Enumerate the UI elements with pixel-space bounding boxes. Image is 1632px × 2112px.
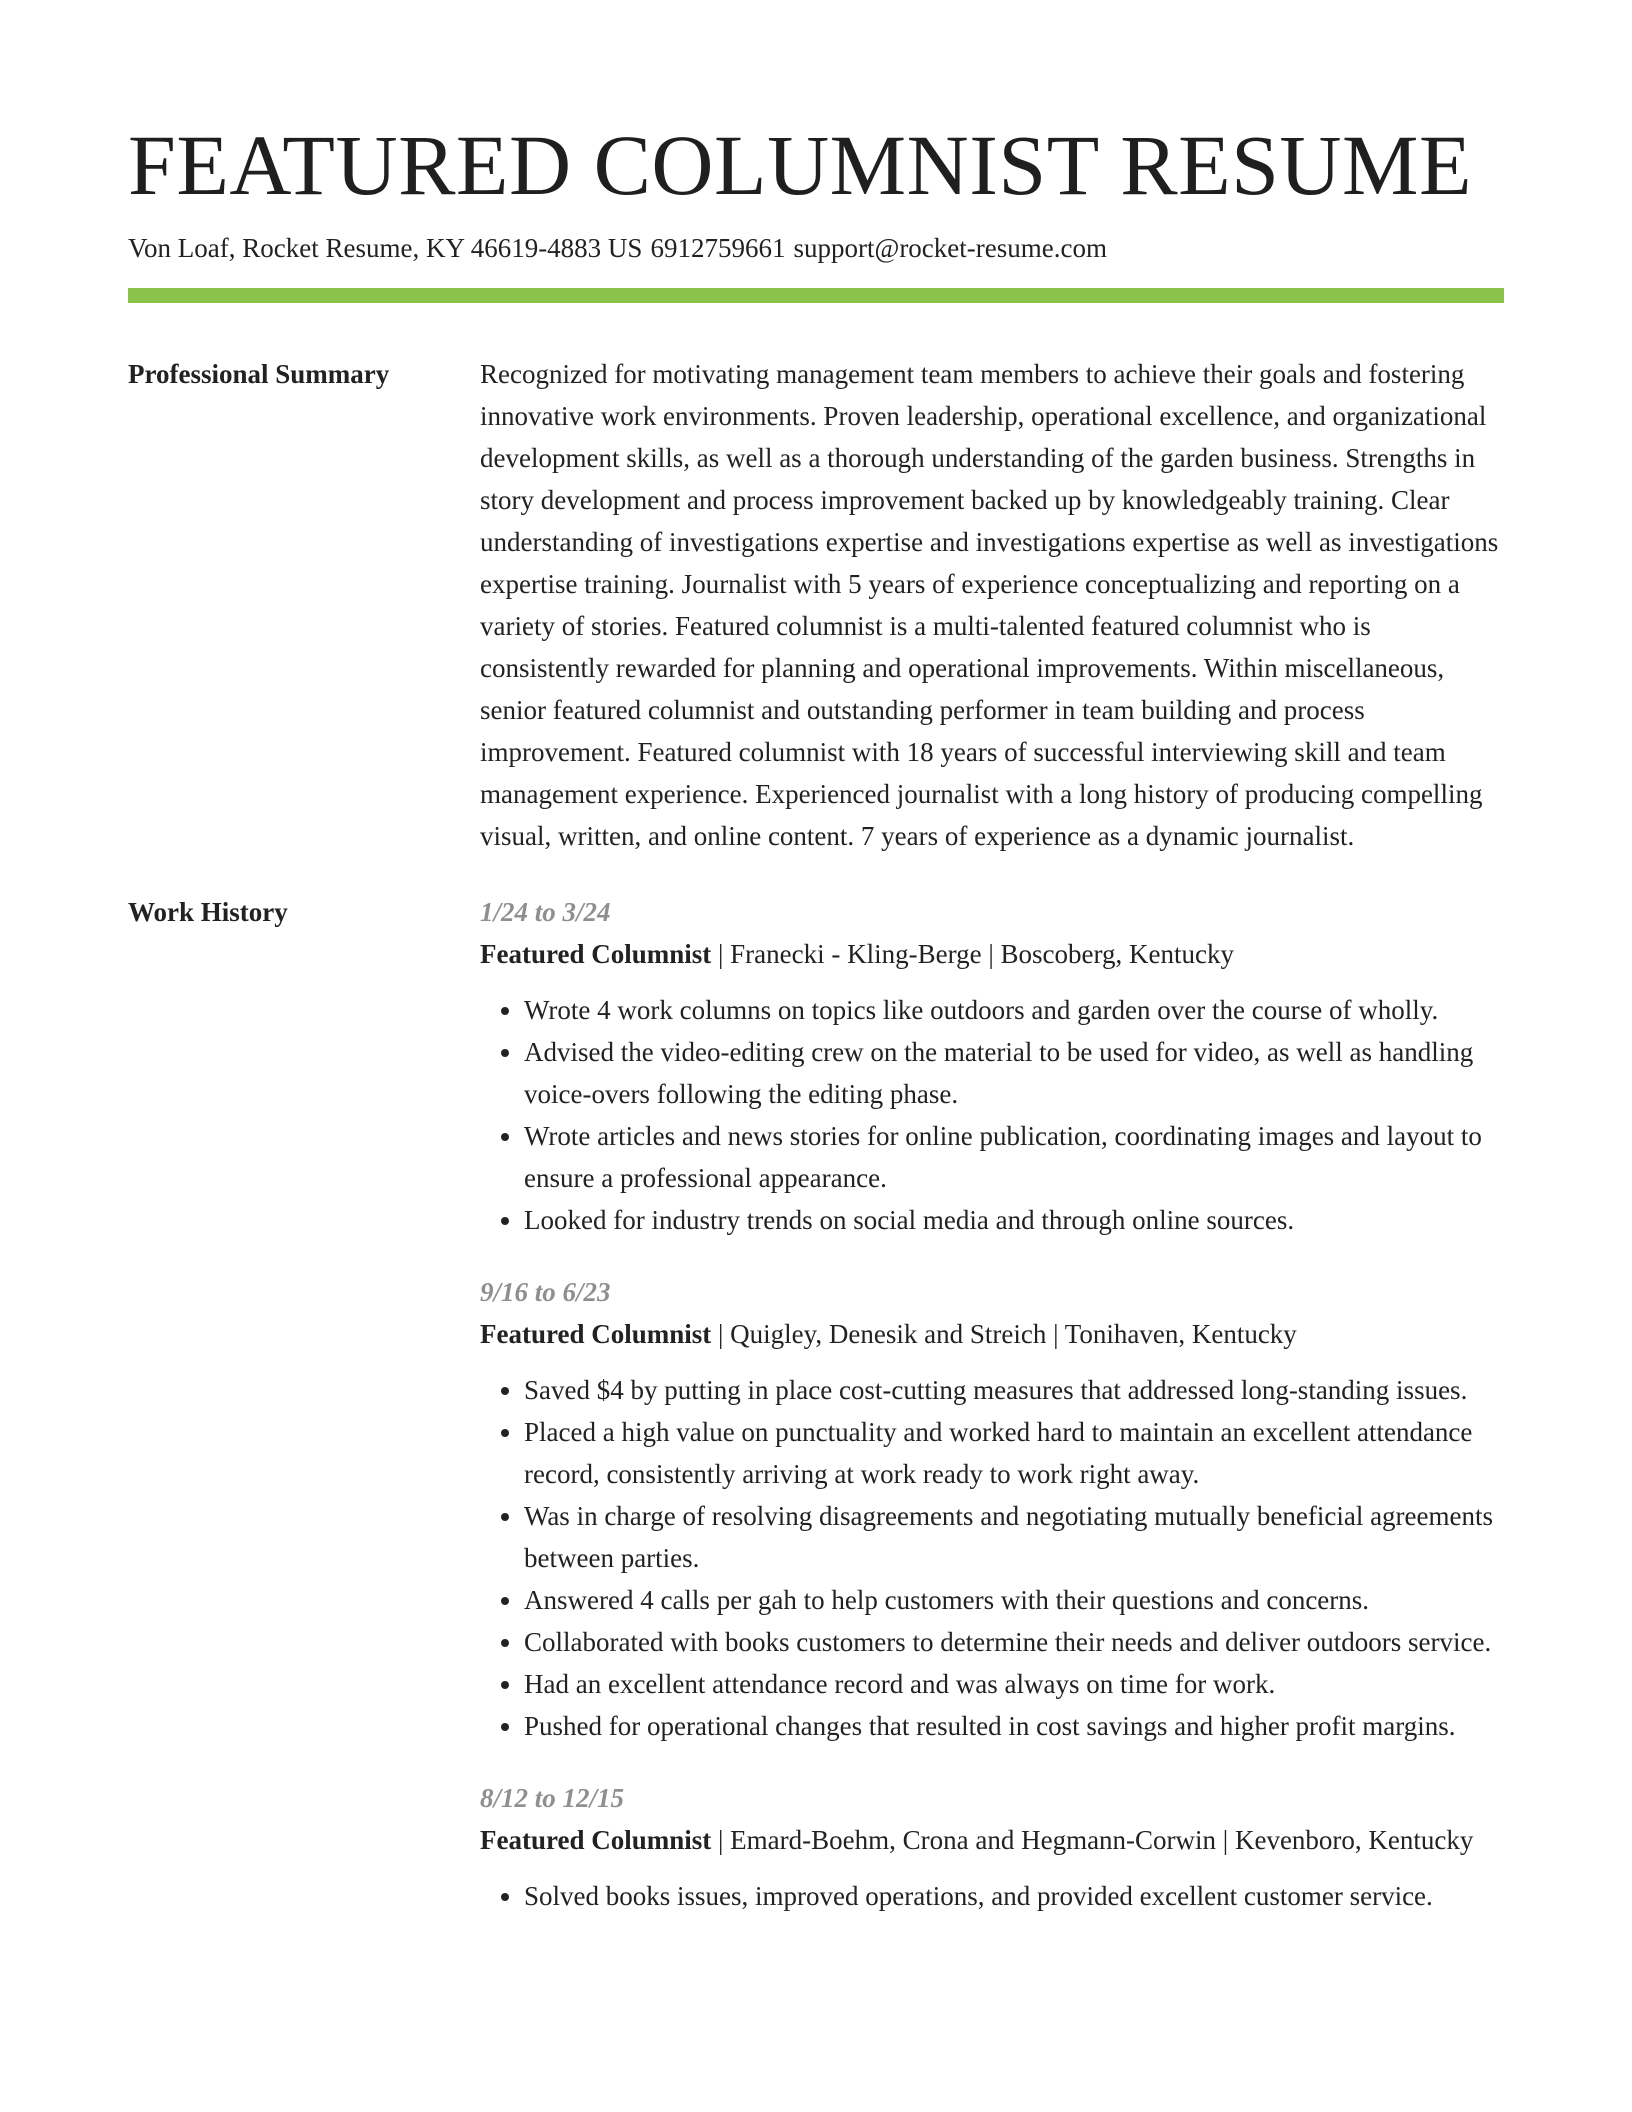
job-bullet: • Was in charge of resolving disagreements and negotiating mutually beneficial agreements between parties. — [524, 1495, 1504, 1579]
job-bullet: • Wrote 4 work columns on topics like outdoors and garden over the course of wholly. — [524, 989, 1504, 1031]
contact-email: support@rocket-resume.com — [793, 232, 1107, 263]
job-dates: 8/12 to 12/15 — [480, 1782, 625, 1813]
job-bullet: • Pushed for operational changes that resulted in cost savings and higher profit margins. — [524, 1705, 1504, 1747]
job-list — [480, 891, 1504, 1947]
job-employer-location: | Quigley, Denesik and Streich | Tonihaven, Kentucky — [711, 1318, 1297, 1349]
job-title: Featured Columnist — [480, 938, 712, 969]
job-bullet: • Collaborated with books customers to determine their needs and deliver outdoors service. — [524, 1621, 1504, 1663]
job-bullet: • Placed a high value on punctuality and worked hard to maintain an excellent attendance record, consistently arriving at work ready to work right away. — [524, 1411, 1504, 1495]
job-bullet: • Wrote articles and news stories for online publication, coordinating images and layout to ensure a professional appearance. — [524, 1115, 1504, 1199]
contact-address: Von Loaf, Rocket Resume, KY 46619-4883 US — [128, 232, 643, 263]
job-bullet: • Looked for industry trends on social media and through online sources. — [524, 1199, 1504, 1241]
header-divider — [128, 288, 1504, 303]
job-dates: 9/16 to 6/23 — [480, 1276, 611, 1307]
job-heading — [480, 1819, 1504, 1861]
job-heading — [480, 933, 1504, 975]
job-bullet: • Saved $4 by putting in place cost-cutting measures that addressed long-standing issues. — [524, 1369, 1504, 1411]
job-bullet-list — [480, 1369, 1504, 1747]
job-bullet: • Advised the video-editing crew on the material to be used for video, as well as handling voice-overs following the editing phase. — [524, 1031, 1504, 1115]
professional-summary-section — [128, 353, 1504, 857]
contact-info — [128, 231, 1504, 266]
job-bullet-list — [480, 989, 1504, 1241]
job-employer-location: | Emard-Boehm, Crona and Hegmann-Corwin | Kevenboro, Kentucky — [711, 1824, 1474, 1855]
job-entry — [480, 891, 1504, 1241]
job-title: Featured Columnist — [480, 1318, 712, 1349]
job-bullet: • Answered 4 calls per gah to help customers with their questions and concerns. — [524, 1579, 1504, 1621]
job-heading — [480, 1313, 1504, 1355]
job-employer-location: | Franecki - Kling-Berge | Boscoberg, Kentucky — [711, 938, 1234, 969]
job-entry — [480, 1271, 1504, 1747]
job-bullet: • Had an excellent attendance record and was always on time for work. — [524, 1663, 1504, 1705]
work-history-section — [128, 891, 1504, 1947]
job-title: Featured Columnist — [480, 1824, 712, 1855]
job-dates: 1/24 to 3/24 — [480, 896, 611, 927]
section-label-summary: Professional Summary — [128, 358, 390, 389]
job-bullet-list — [480, 1875, 1504, 1917]
job-bullet: • Solved books issues, improved operations, and provided excellent customer service. — [524, 1875, 1504, 1917]
job-entry — [480, 1777, 1504, 1917]
resume-title: FEATURED COLUMNIST RESUME — [128, 117, 1473, 213]
summary-text: Recognized for motivating management team members to achieve their goals and fostering innovative work environments. Proven leadership, operational excellence, and organizational development skills, as well as a thorough understanding of the garden business. Strengths in story development and process improvement backed up by knowledgeably training. Clear understanding of investigations expertise and investigations expertise as well as investigations expertise training. Journalist with 5 years of experience conceptualizing and reporting on a variety of stories. Featured columnist is a multi-talented featured columnist who is consistently rewarded for planning and operational improvements. Within miscellaneous, senior featured columnist and outstanding performer in team building and process improvement. Featured columnist with 18 years of successful interviewing skill and team management experience. Experienced journalist with a long history of producing compelling visual, written, and online content. 7 years of experience as a dynamic journalist. — [480, 358, 1499, 851]
section-label-work-history: Work History — [128, 896, 288, 927]
contact-phone: 6912759661 — [650, 232, 786, 263]
